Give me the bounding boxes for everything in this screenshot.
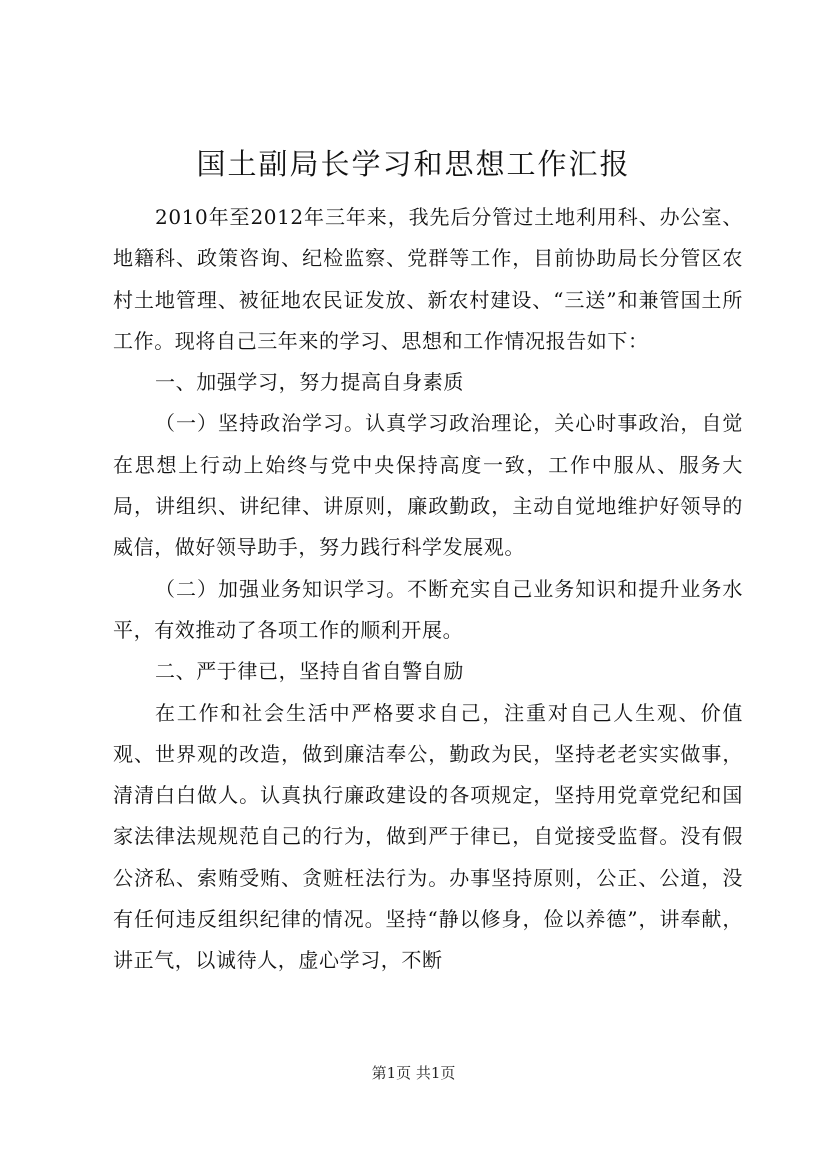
discipline-paragraph: 在工作和社会生活中严格要求自己，注重对自己人生观、价值观、世界观的改造，做到廉洁奉公，勤政为民，坚持老老实实做事，清清白白做人。认真执行廉政建设的各项规定，坚持用党章党纪和国家法律法规规范自己的行为，做到严于律已，自觉接受监督。没有假公济私、索贿受贿、贪赃枉法行为。办事坚持原则，公正、公道，没有任何违反组织纪律的情况。坚持“静以修身，俭以养德”，讲奉献，讲正气，以诚待人，虚心学习，不断 [113, 700, 743, 973]
section-heading-study: 一、加强学习，努力提高自身素质 [155, 370, 464, 395]
page-footer: 第1页 共1页 [371, 1064, 456, 1082]
intro-paragraph: 2010年至2012年三年来，我先后分管过土地利用科、办公室、地籍科、政策咨询、纪检监察、党群等工作，目前协助局长分管区农村土地管理、被征地农民证发放、新农村建设、“三送”和兼管国土所工作。现将自己三年来的学习、思想和工作情况报告如下： [113, 205, 743, 353]
business-study-paragraph: （二）加强业务知识学习。不断充实自己业务知识和提升业务水平，有效推动了各项工作的顺利开展。 [113, 576, 743, 642]
section-heading-discipline: 二、严于律已，坚持自省自警自励 [155, 659, 464, 684]
document-body [113, 197, 743, 982]
political-study-paragraph: （一）坚持政治学习。认真学习政治理论，关心时事政治，自觉在思想上行动上始终与党中央保持高度一致，工作中服从、服务大局，讲组织、讲纪律、讲原则，廉政勤政，主动自觉地维护好领导的威信，做好领导助手，努力践行科学发展观。 [113, 411, 743, 560]
document-title: 国土副局长学习和思想工作汇报 [196, 147, 631, 181]
